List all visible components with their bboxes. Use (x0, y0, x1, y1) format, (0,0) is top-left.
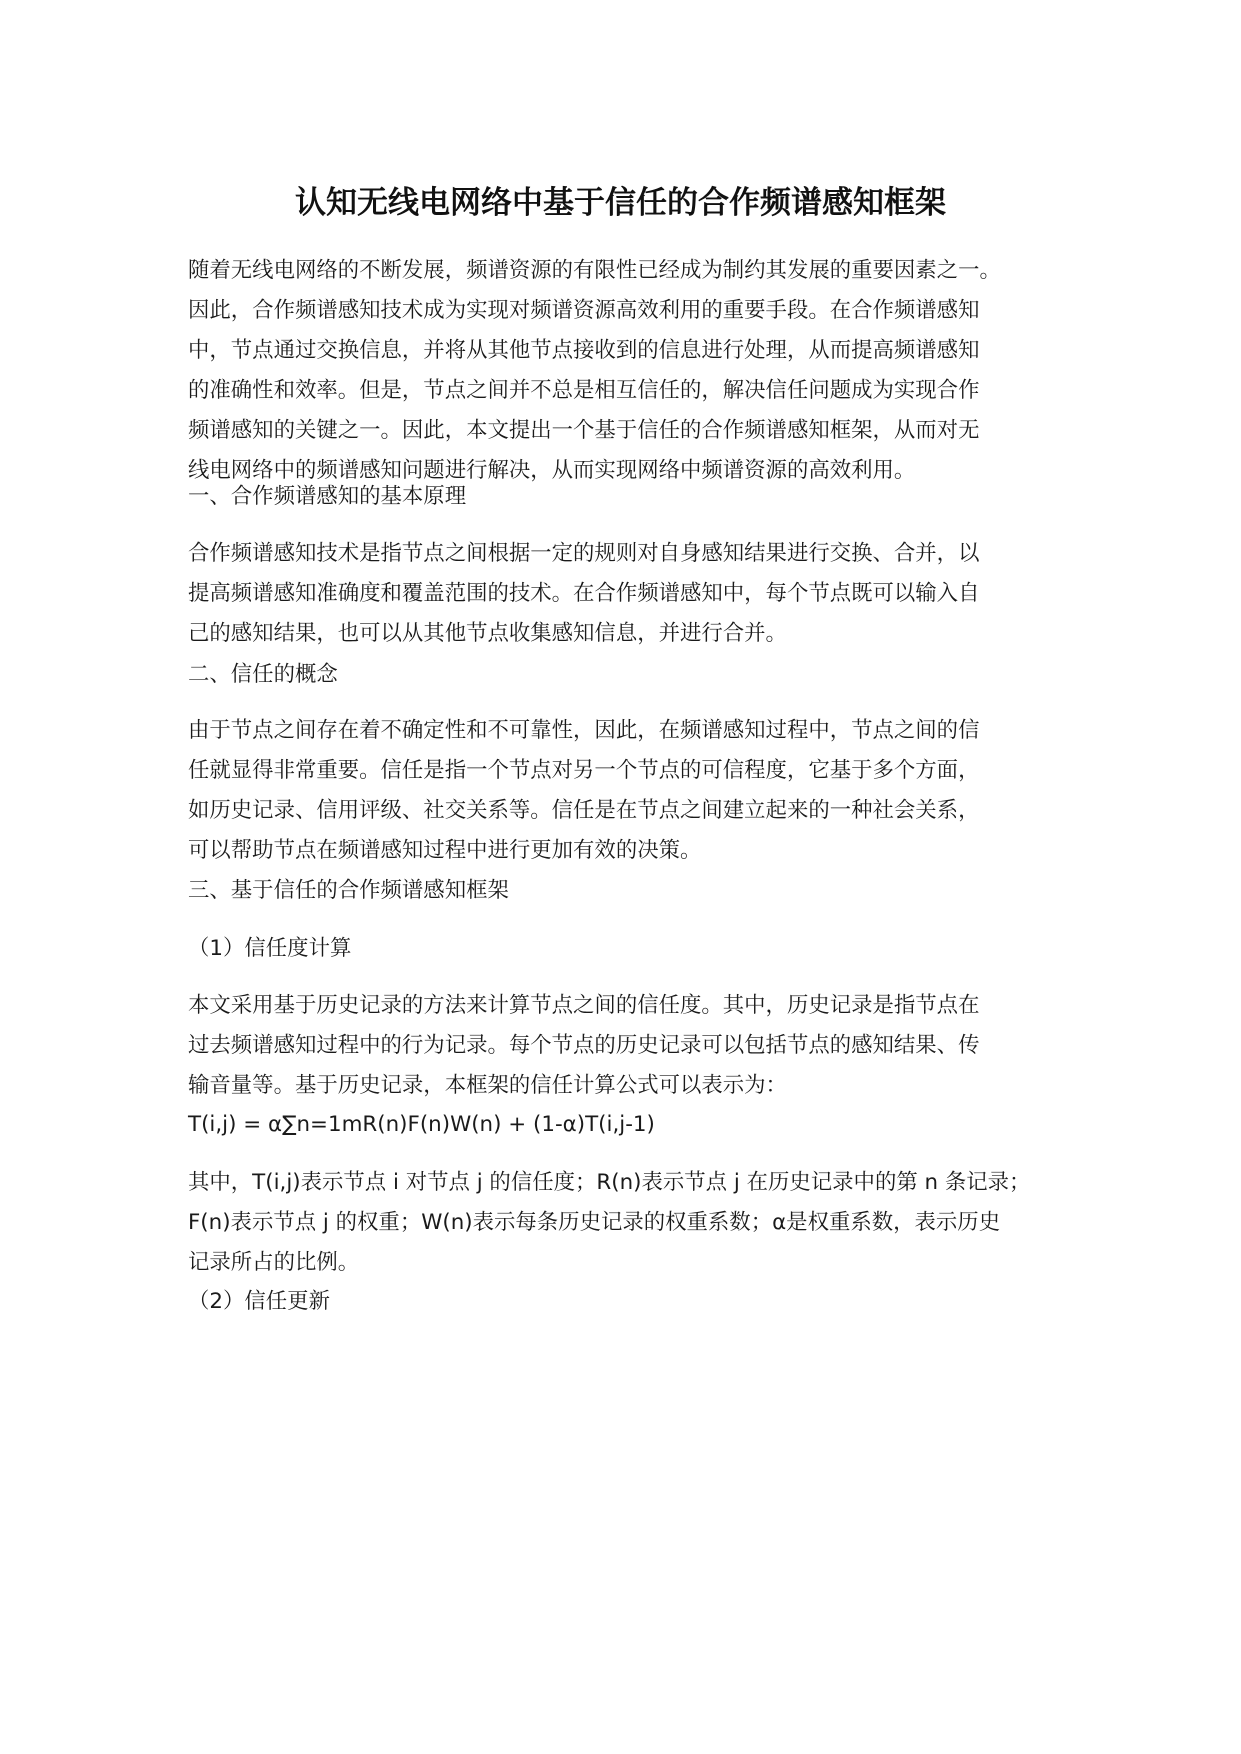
text-line: 的准确性和效率。但是，节点之间并不总是相互信任的，解决信任问题成为实现合作 (188, 378, 980, 403)
document-title: 认知无线电网络中基于信任的合作频谱感知框架 (295, 185, 946, 221)
text-line: 如历史记录、信用评级、社交关系等。信任是在节点之间建立起来的一种社会关系， (188, 798, 980, 823)
paragraph-trust-concept (188, 711, 1078, 871)
paragraph-intro (188, 251, 1078, 491)
text-line: 由于节点之间存在着不确定性和不可靠性，因此，在频谱感知过程中，节点之间的信 (188, 718, 980, 743)
text-line: 提高频谱感知准确度和覆盖范围的技术。在合作频谱感知中，每个节点既可以输入自 (188, 581, 980, 606)
paragraph-principle (188, 534, 1078, 654)
text-line: 可以帮助节点在频谱感知过程中进行更加有效的决策。 (188, 838, 702, 863)
text-line: 中，节点通过交换信息，并将从其他节点接收到的信息进行处理，从而提高频谱感知 (188, 338, 980, 363)
text-line: 任就显得非常重要。信任是指一个节点对另一个节点的可信程度，它基于多个方面， (188, 758, 980, 783)
section-heading-2 (188, 655, 1078, 695)
text-line: 本文采用基于历史记录的方法来计算节点之间的信任度。其中，历史记录是指节点在 (188, 993, 980, 1018)
subsection-heading-1 (188, 929, 1078, 969)
heading-text: 三、基于信任的合作频谱感知框架 (188, 878, 509, 903)
heading-text: （2）信任更新 (188, 1289, 330, 1314)
heading-text: 一、合作频谱感知的基本原理 (188, 484, 467, 509)
text-line: 随着无线电网络的不断发展，频谱资源的有限性已经成为制约其发展的重要因素之一。 (188, 258, 1001, 283)
formula-text: T(i,j) = α∑n=1mR(n)F(n)W(n) + (1-α)T(i,j-1) (188, 1112, 655, 1137)
text-line: 其中，T(i,j)表示节点 i 对节点 j 的信任度；R(n)表示节点 j 在历史记录中的第 n 条记录； (188, 1170, 1031, 1195)
subsection-heading-2 (188, 1282, 1078, 1322)
formula (188, 1105, 1078, 1145)
heading-text: 二、信任的概念 (188, 662, 338, 687)
text-line: 合作频谱感知技术是指节点之间根据一定的规则对自身感知结果进行交换、合并，以 (188, 541, 980, 566)
text-line: 输音量等。基于历史记录，本框架的信任计算公式可以表示为： (188, 1073, 787, 1098)
text-line: 因此，合作频谱感知技术成为实现对频谱资源高效利用的重要手段。在合作频谱感知 (188, 298, 980, 323)
text-line: 记录所占的比例。 (188, 1250, 360, 1275)
heading-text: （1）信任度计算 (188, 936, 352, 961)
text-line: 频谱感知的关键之一。因此，本文提出一个基于信任的合作频谱感知框架，从而对无 (188, 418, 980, 443)
paragraph-trust-calc (188, 986, 1078, 1106)
paragraph-formula-explain (188, 1163, 1108, 1283)
section-heading-3 (188, 871, 1078, 911)
text-line: 过去频谱感知过程中的行为记录。每个节点的历史记录可以包括节点的感知结果、传 (188, 1033, 980, 1058)
text-line: F(n)表示节点 j 的权重；W(n)表示每条历史记录的权重系数；α是权重系数，表示历史 (188, 1210, 1001, 1235)
text-line: 线电网络中的频谱感知问题进行解决，从而实现网络中频谱资源的高效利用。 (188, 458, 916, 483)
section-heading-1 (188, 477, 1078, 517)
text-line: 己的感知结果，也可以从其他节点收集感知信息，并进行合并。 (188, 621, 787, 646)
